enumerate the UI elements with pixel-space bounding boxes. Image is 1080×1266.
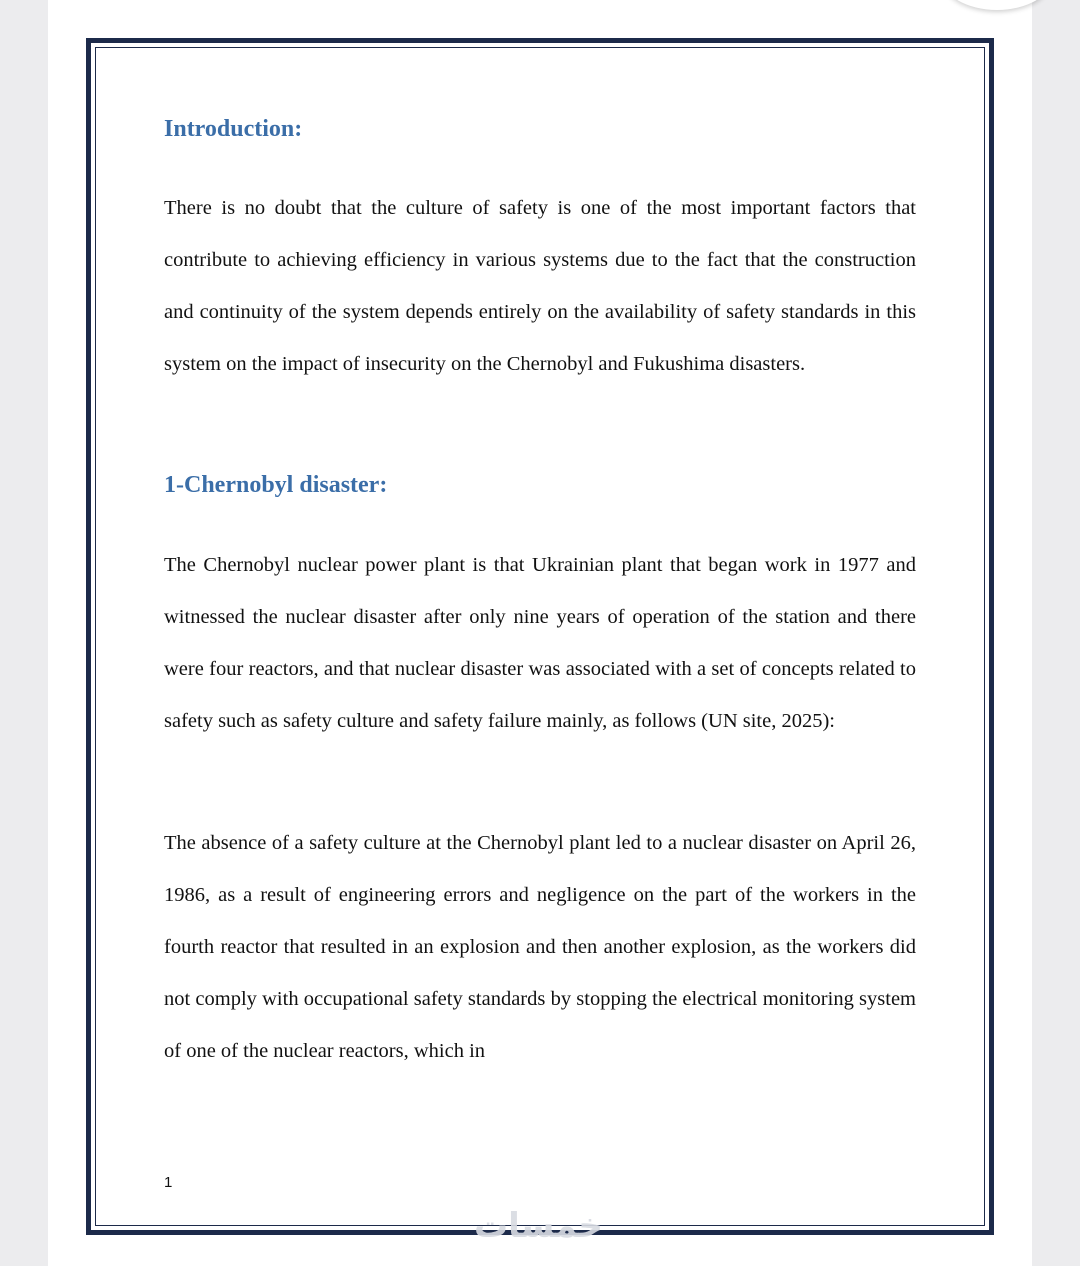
page-number: 1 [164, 1174, 173, 1191]
heading-introduction: Introduction: [164, 116, 303, 142]
heading-chernobyl: 1-Chernobyl disaster: [164, 472, 388, 498]
chernobyl-paragraph-1: The Chernobyl nuclear power plant is that Ukrainian plant that began work in 1977 and witnessed the nuclear disaster after only nine years of operation of the station and there were four reactors, and that nuclear disaster was associated with a set of concepts related to safety such as safety culture and safety failure mainly, as follows (UN site, 2025): [164, 554, 916, 732]
corner-button[interactable] [942, 0, 1052, 10]
intro-paragraph: There is no doubt that the culture of safety is one of the most important factors that contribute to achieving efficiency in various systems due to the fact that the construction and continuity of the system depends entirely on the availability of safety standards in this system on the impact of insecurity on the Chernobyl and Fukushima disasters. [164, 197, 916, 375]
chernobyl-paragraph-2: The absence of a safety culture at the Chernobyl plant led to a nuclear disaster on April 26, 1986, as a result of engineering errors and negligence on the part of the workers in the fourth reactor that resulted in an explosion and then another explosion, as the workers did not comply with occupational safety standards by stopping the electrical monitoring system of one of the nuclear reactors, which in [164, 832, 916, 1062]
watermark: خمسات [474, 1206, 603, 1246]
